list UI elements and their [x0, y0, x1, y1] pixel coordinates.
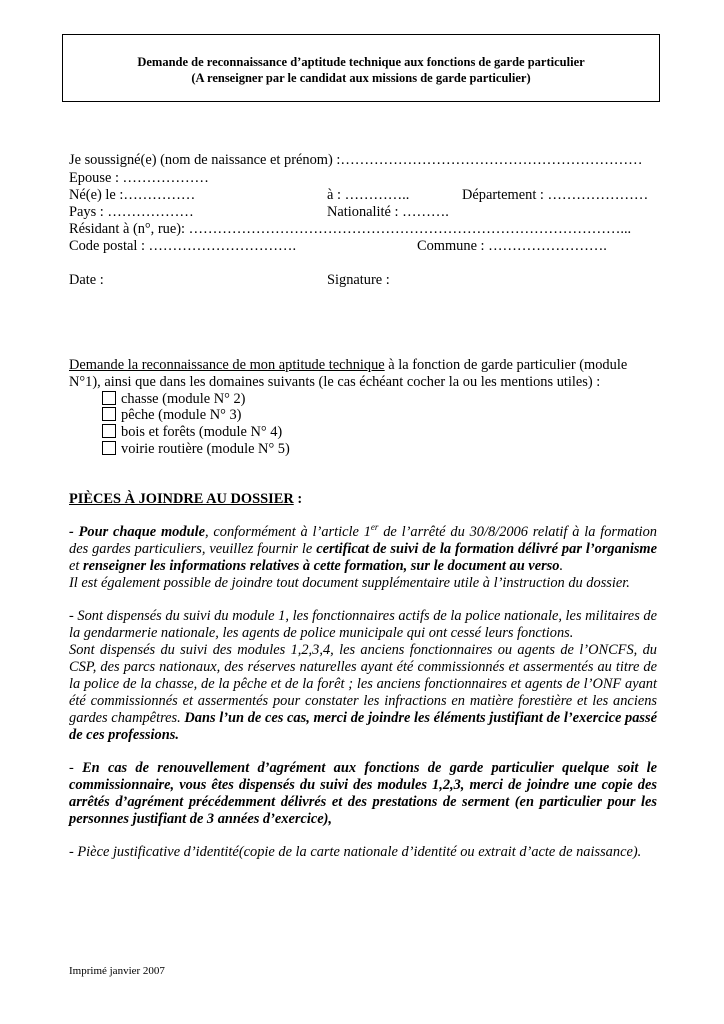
option-peche[interactable] [102, 407, 241, 424]
option-bois-forets[interactable] [102, 424, 282, 441]
option-chasse[interactable] [102, 391, 245, 408]
p2-text: Sont dispensés du suivi des modules 1,2,3,4, les anciens fonctionnaires ou agents de l’ONCFS, du CSP, des parcs nationaux, des réserves naturelles ayant été commissionnés et assermentés au titre de la police de la chasse, de la pêche et de la forêt ; les anciens fonctionnaires et agents de l’ONF ayant été commissionnés et assermentés pour constater les infractions en matière forestière et les anciens gardes champêtres. [69, 642, 657, 726]
residant-line[interactable]: Résidant à (n°, rue): ………………………………………………………………………………... [69, 221, 632, 237]
request-line-2: N°1), ainsi que dans les domaines suivants (le cas échéant cocher la ou les mentions utiles) : [69, 374, 601, 390]
signature-label: Signature : [327, 272, 390, 288]
option-label: pêche (module N° 3) [121, 407, 242, 423]
p1-text: , conformément à l’article 1 [204, 524, 371, 540]
option-label: voirie routière (module N° 5) [121, 441, 290, 457]
paragraph-module [69, 524, 657, 575]
option-voirie[interactable] [102, 441, 290, 458]
option-label: bois et forêts (module N° 4) [121, 424, 283, 440]
checkbox[interactable] [102, 407, 116, 421]
departement-line[interactable]: Département : ………………… [462, 187, 649, 203]
paragraph-dispenses-2 [69, 642, 657, 744]
option-label: chasse (module N° 2) [121, 391, 246, 407]
header-subtitle: (A renseigner par le candidat aux missions de garde particulier) [191, 71, 531, 85]
p1-bold-certificat: certificat de suivi de la formation délivré par l’organisme [316, 541, 658, 557]
request-text: à la fonction de garde particulier (module [384, 357, 628, 373]
request-line-1 [69, 357, 627, 374]
p2-bold: Dans l’un de ces cas, merci de joindre les éléments justifiant de l’exercice passé de ces professions. [69, 710, 657, 743]
p1-sup: er [370, 522, 379, 533]
paragraph-dispenses-1: - Sont dispensés du suivi du module 1, les fonctionnaires actifs de la police nationale, les militaires de la gendarmerie nationale, les agents de police municipale qui ont cessé leurs fonctions. [69, 608, 657, 641]
header-title: Demande de reconnaissance d’aptitude technique aux fonctions de garde particulier [137, 55, 585, 69]
date-label: Date : [69, 272, 104, 288]
p3-bold: En cas de renouvellement d’agrément aux fonctions de garde particulier quelque soit le commissionnaire, vous êtes dispensés du suivi des modules 1,2,3, merci de joindre une copie des arrêtés d’agrément précédemment délivrés et des prestations de serment (en particulier pour les personnes justifiant de 3 années d’exercice), [69, 760, 658, 827]
checkbox[interactable] [102, 424, 116, 438]
paragraph-renouvellement [69, 760, 657, 828]
pieces-title: PIÈCES À JOINDRE AU DOSSIER [69, 491, 294, 507]
soussigne-line[interactable]: Je soussigné(e) (nom de naissance et prénom) :……………………………………………………… [69, 152, 643, 168]
p3-prefix: - [69, 760, 83, 776]
p1-line-2: Il est également possible de joindre tout document supplémentaire utile à l’instruction du dossier. [69, 575, 630, 591]
p1-text: et [69, 558, 83, 574]
footer-print-date: Imprimé janvier 2007 [69, 965, 165, 977]
p1-bold-informations: renseigner les informations relatives à cette formation, sur le document au verso [82, 558, 560, 574]
pieces-heading [69, 491, 302, 508]
checkbox[interactable] [102, 391, 116, 405]
pieces-title-suffix: : [293, 491, 303, 507]
pays-line[interactable]: Pays : ……………… [69, 204, 194, 220]
birth-date-line[interactable]: Né(e) le :…………… [69, 187, 196, 203]
request-underlined: Demande la reconnaissance de mon aptitude technique [69, 357, 385, 373]
epouse-line[interactable]: Epouse : ……………… [69, 170, 209, 186]
paragraph-identite: - Pièce justificative d’identité(copie de la carte nationale d’identité ou extrait d’acte de naissance). [69, 844, 642, 860]
checkbox[interactable] [102, 441, 116, 455]
code-postal-line[interactable]: Code postal : …………………………. [69, 238, 297, 254]
p1-text: . [559, 558, 564, 574]
birth-place-line[interactable]: à : ………….. [327, 187, 410, 203]
p1-text: de l’arrêté du 30/8/2006 relatif à la formation des gardes particuliers, veuillez fournir le [69, 524, 657, 557]
nationalite-line[interactable]: Nationalité : ………. [327, 204, 449, 220]
document-header-box [62, 34, 660, 102]
p1-bold-lead: - Pour chaque module [69, 524, 205, 540]
commune-line[interactable]: Commune : ……………………. [417, 238, 607, 254]
